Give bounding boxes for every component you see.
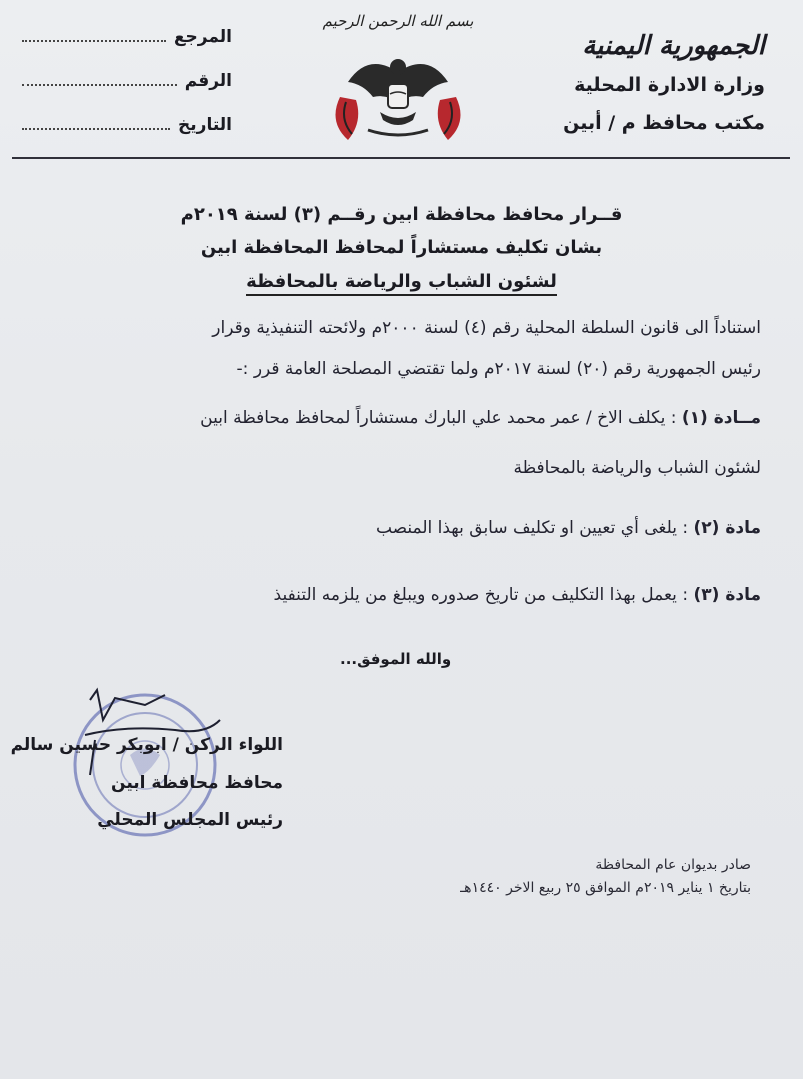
decree-title: قــرار محافظ محافظة ابين رقــم (٣) لسنة ٢٠١٩م (180, 204, 623, 225)
reference-label: المرجع (173, 27, 232, 47)
number-row (22, 70, 232, 114)
number-blank (22, 70, 177, 86)
article-1 (200, 408, 761, 428)
national-emblem (318, 12, 478, 147)
eagle-emblem-icon (318, 12, 478, 147)
preamble-line-2: رئيس الجمهورية رقم (٢٠) لسنة ٢٠١٧م ولما تقتضي المصلحة العامة قرر :- (236, 359, 761, 379)
closing-phrase: والله الموفق... (340, 650, 452, 668)
article-2-text: : يلغى أي تعيين او تكليف سابق بهذا المنصب (375, 518, 689, 538)
date-row (22, 114, 232, 158)
issued-place: صادر بديوان عام المحافظة (595, 857, 751, 873)
basmala: بسم الله الرحمن الرحيم (322, 12, 474, 30)
date-label: التاريخ (178, 115, 232, 135)
article-2 (376, 518, 761, 538)
header-divider (12, 157, 790, 159)
preamble-line-1: استناداً الى قانون السلطة المحلية رقم (٤) لسنة ٢٠٠٠م ولائحته التنفيذية وقرار (212, 318, 761, 338)
number-label: الرقم (184, 71, 232, 91)
office-name: مكتب محافظ م / أبين (563, 112, 765, 134)
flag-ribbon-left-icon (336, 97, 359, 140)
republic-name: الجمهورية اليمنية (582, 31, 765, 61)
decree-subject-continued (0, 271, 803, 292)
reference-row (22, 26, 232, 70)
article-1-continued: لشئون الشباب والرياضة بالمحافظة (513, 458, 761, 478)
article-1-label: مــادة (١) (681, 408, 761, 428)
signatory-name: اللواء الركن / ابوبكر حسين سالم (10, 735, 283, 755)
letterhead-left (22, 26, 232, 158)
signatory-title-2: رئيس المجلس المحلي (97, 810, 283, 830)
letterhead-right (563, 26, 765, 142)
article-1-text: : يكلف الاخ / عمر محمد علي البارك مستشاراً لمحافظ محافظة ابين (200, 408, 677, 428)
article-3-text: : يعمل بهذا التكليف من تاريخ صدوره ويبلغ من يلزمه التنفيذ (273, 585, 689, 605)
article-2-label: مادة (٢) (693, 518, 761, 538)
date-blank (22, 114, 170, 130)
ministry-name: وزارة الادارة المحلية (574, 74, 765, 96)
article-3-label: مادة (٣) (693, 585, 761, 605)
flag-ribbon-right-icon (438, 97, 461, 140)
signatory-title-1: محافظ محافظة ابين (111, 773, 283, 793)
issued-date: بتاريخ ١ يناير ٢٠١٩م الموافق ٢٥ ربيع الاخر ١٤٤٠هـ (460, 880, 751, 896)
article-3 (274, 585, 761, 605)
reference-blank (22, 26, 166, 42)
decree-subject-underlined: لشئون الشباب والرياضة بالمحافظة (246, 271, 557, 296)
decree-subject: بشان تكليف مستشاراً لمحافظ المحافظة ابين (200, 237, 603, 258)
